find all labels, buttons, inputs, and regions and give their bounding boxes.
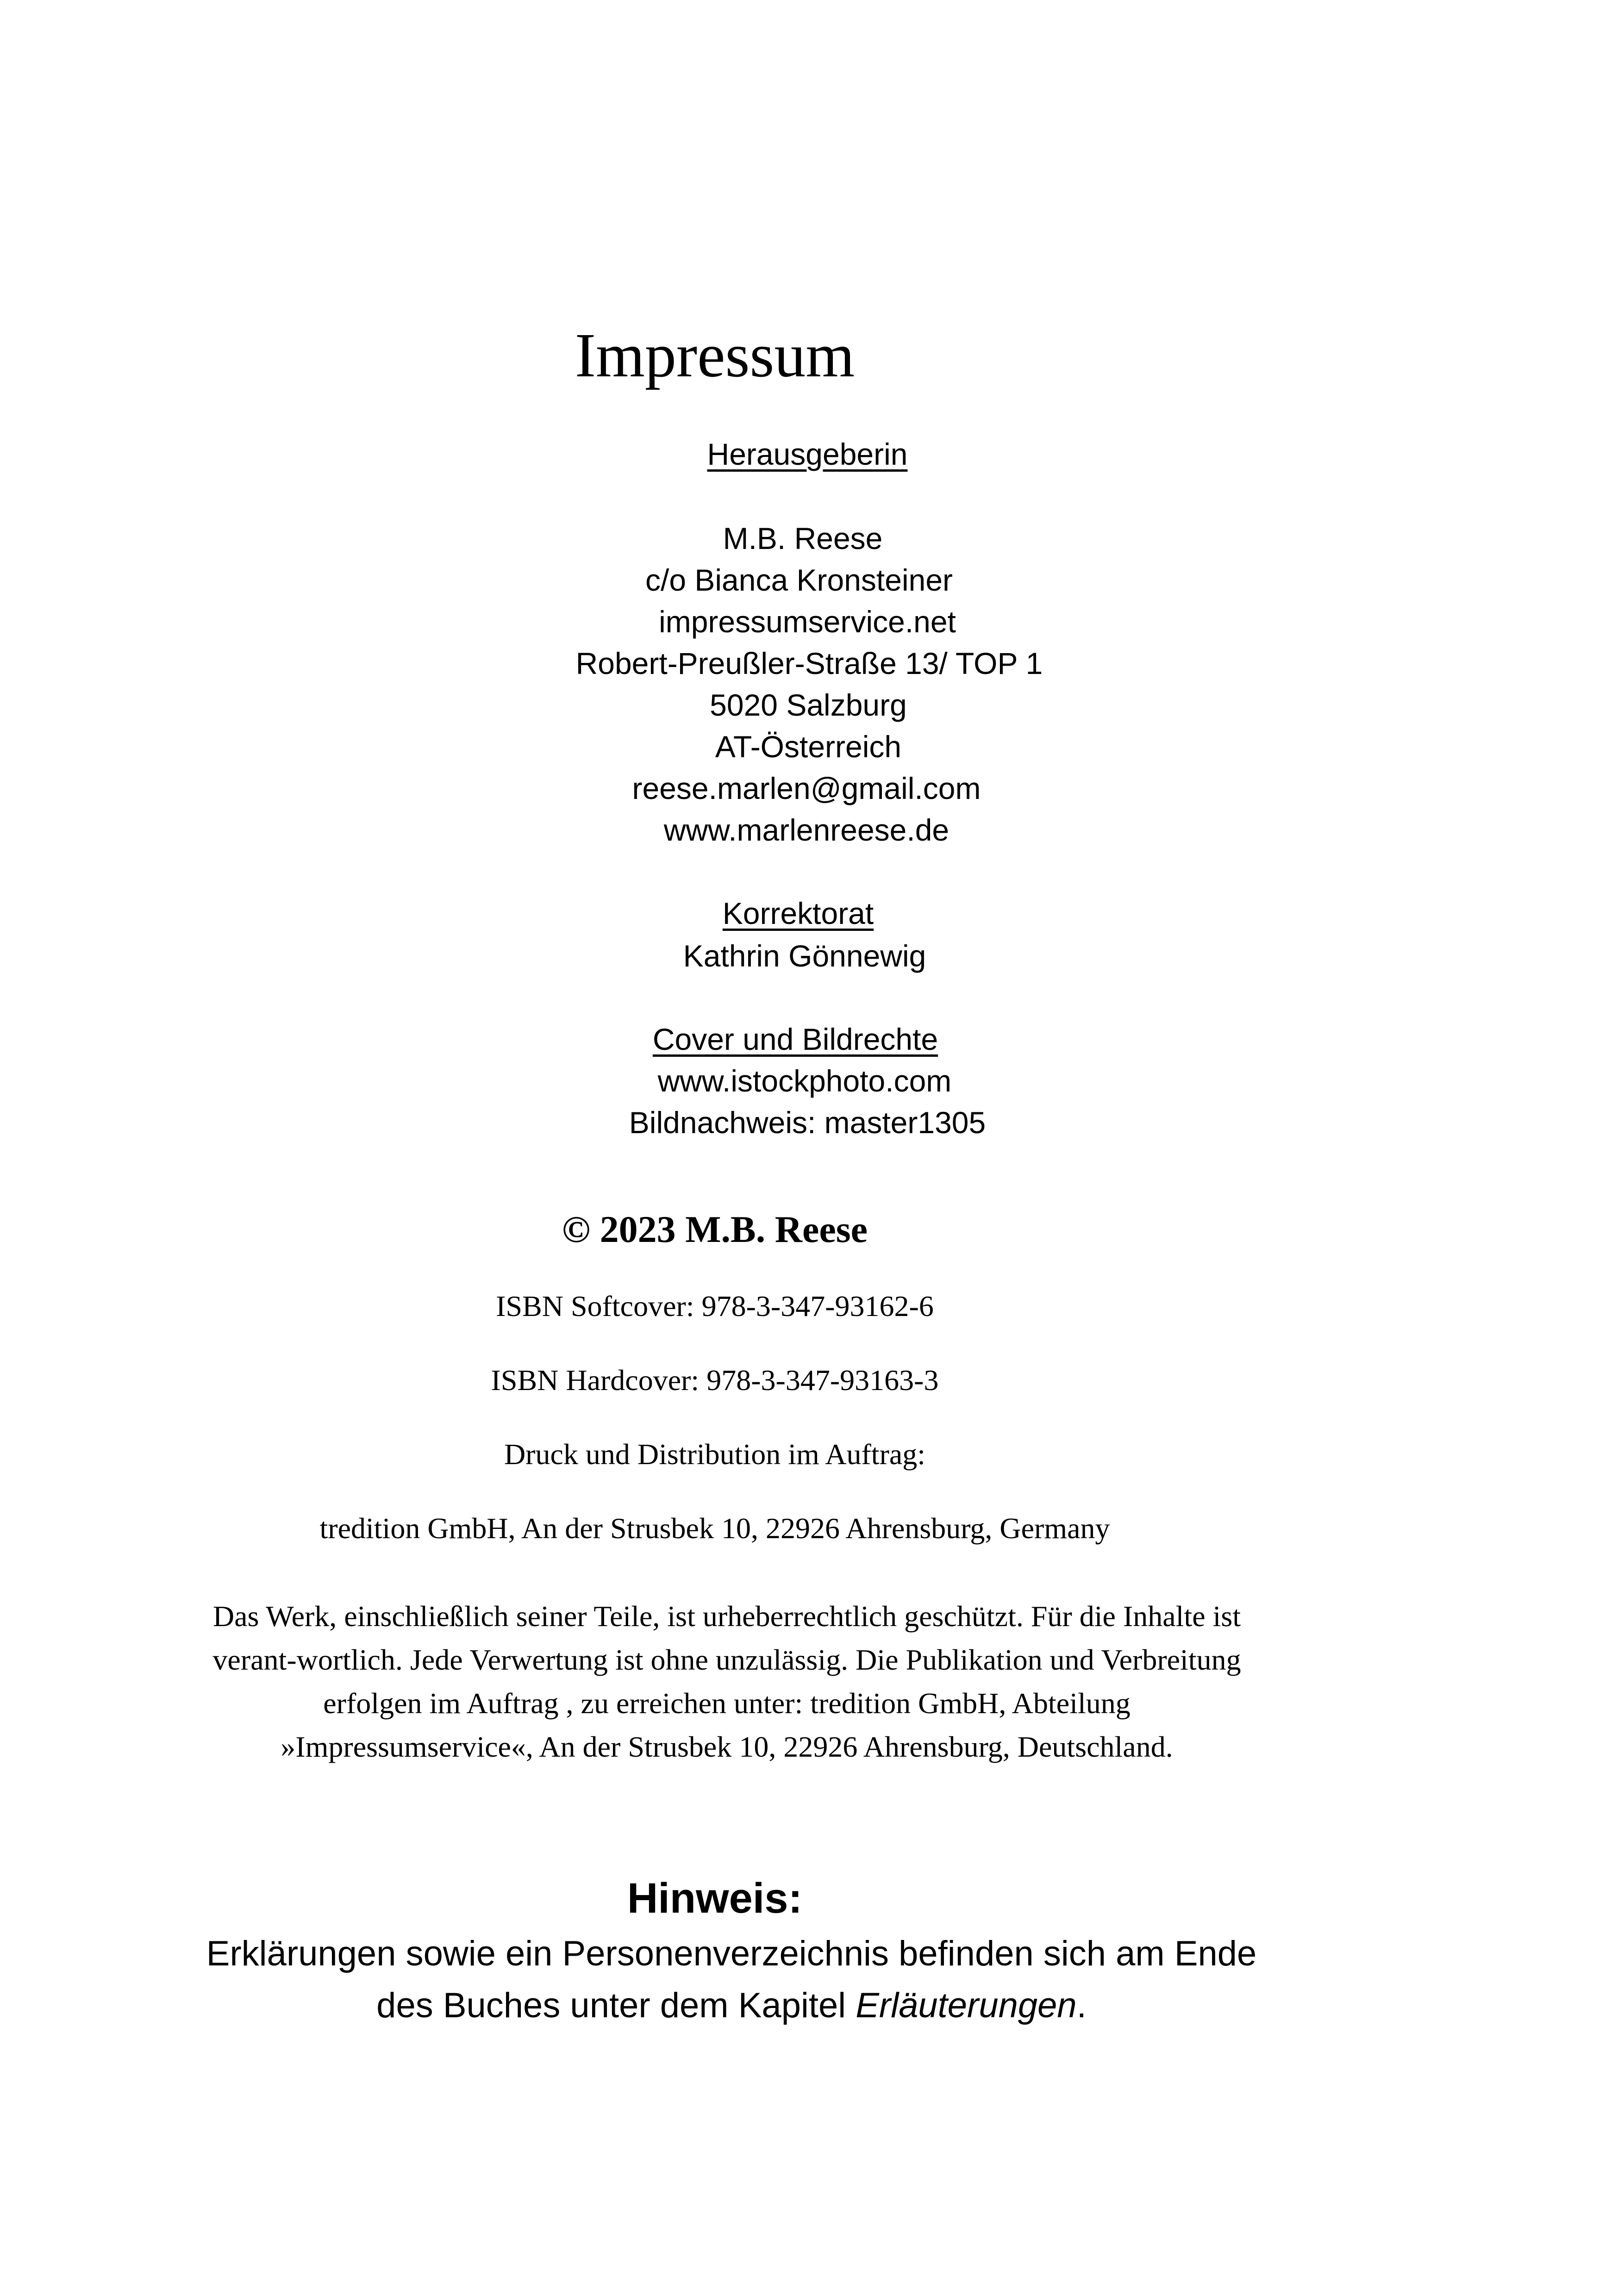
isbn-softcover: ISBN Softcover: 978-3-347-93162-6 [496, 1290, 934, 1322]
hinweis-text-main: Erklärungen sowie ein Personenverzeichnis befinden sich am Ende des Buches unter dem Kapitel [206, 1934, 1257, 2025]
publisher-country: AT-Österreich [715, 730, 902, 764]
copyright-line: © 2023 M.B. Reese [562, 1208, 868, 1250]
hinweis-emphasis: Erläuterungen [856, 1986, 1077, 2025]
hinweis-text [176, 1928, 1287, 2032]
publisher-email: reese.marlen@gmail.com [632, 771, 981, 805]
print-company: tredition GmbH, An der Strusbek 10, 22926 Ahrensburg, Germany [319, 1512, 1110, 1545]
publisher-service: impressumservice.net [659, 605, 956, 639]
print-label: Druck und Distribution im Auftrag: [504, 1438, 926, 1471]
hinweis-heading: Hinweis: [627, 1875, 803, 1922]
publisher-name: M.B. Reese [723, 521, 883, 555]
publisher-website: www.marlenreese.de [663, 813, 949, 847]
publisher-co: c/o Bianca Kronsteiner [645, 563, 953, 597]
hinweis-text-end: . [1076, 1986, 1087, 2025]
publisher-city: 5020 Salzburg [710, 688, 907, 722]
page-title: Impressum [575, 321, 855, 390]
cover-source: www.istockphoto.com [657, 1064, 952, 1098]
publisher-street: Robert-Preußler-Straße 13/ TOP 1 [575, 646, 1043, 680]
isbn-hardcover: ISBN Hardcover: 978-3-347-93163-3 [491, 1364, 939, 1397]
cover-heading: Cover und Bildrechte [652, 1022, 938, 1056]
legal-notice: Das Werk, einschließlich seiner Teile, ist urheberrechtlich geschützt. Für die Inhalte ist verant-wortlich. Jede Verwertung ist ohne unzulässig. Die Publikation und Verbreitung erfolgen im Auftrag , zu erreichen unter: tredition GmbH, Abteilung »Impressumservice«, An der Strusbek 10, 22926 Ahrensburg, Deutschland. [212, 1600, 1241, 1763]
cover-credit: Bildnachweis: master1305 [629, 1105, 986, 1140]
proofreading-name: Kathrin Gönnewig [683, 939, 926, 973]
proofreading-heading: Korrektorat [722, 896, 874, 930]
publisher-heading: Herausgeberin [707, 437, 908, 471]
